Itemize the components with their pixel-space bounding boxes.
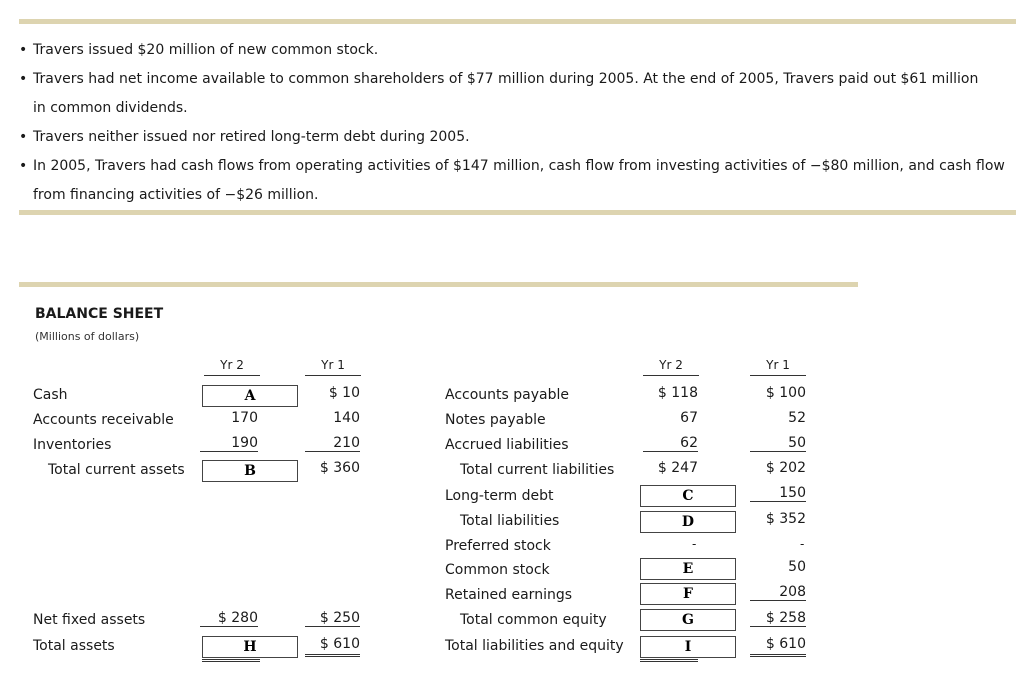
- ltd-yr2-input-c[interactable]: C: [640, 485, 736, 507]
- common-stock-label: Common stock: [445, 562, 550, 578]
- total-liabilities-equity-label: Total liabilities and equity: [445, 638, 624, 654]
- cash-label: Cash: [33, 387, 68, 403]
- total-common-equity-label: Total common equity: [460, 612, 607, 628]
- balance-sheet-title: BALANCE SHEET: [35, 306, 164, 322]
- inventories-yr1: 210: [305, 435, 360, 452]
- balance-sheet-subtitle: (Millions of dollars): [35, 330, 140, 343]
- total-assets-label: Total assets: [33, 638, 115, 654]
- tca-yr1: $ 360: [319, 460, 360, 476]
- net-fixed-assets-label: Net fixed assets: [33, 612, 146, 628]
- ltd-yr1: 150: [750, 485, 806, 502]
- ar-yr1: 140: [333, 410, 360, 426]
- preferred-stock-label: Preferred stock: [445, 538, 551, 554]
- ar-yr2: 170: [231, 410, 258, 426]
- cash-yr2-input-a[interactable]: A: [202, 385, 298, 407]
- tcl-yr1: $ 202: [765, 460, 806, 476]
- total-current-assets-label: Total current assets: [48, 462, 185, 478]
- ap-yr2: $ 118: [657, 385, 698, 401]
- nfa-yr2: $ 280: [200, 610, 258, 627]
- inventories-label: Inventories: [33, 437, 112, 453]
- tle-yr2-input-i[interactable]: I: [640, 636, 736, 658]
- nfa-yr1: $ 250: [305, 610, 360, 627]
- bullets-bottom-rule: [19, 210, 1016, 215]
- retained-earnings-label: Retained earnings: [445, 587, 573, 603]
- ta-yr2-double-rule: [202, 659, 260, 662]
- cash-yr1: $ 10: [328, 385, 360, 401]
- accrued-liabilities-label: Accrued liabilities: [445, 437, 569, 453]
- assets-yr1-header: Yr 1: [305, 358, 361, 376]
- bullet-list: [19, 36, 1019, 210]
- top-rule: [19, 19, 1016, 24]
- al-yr2: 62: [643, 435, 698, 452]
- tce-yr2-input-g[interactable]: G: [640, 609, 736, 631]
- tl-yr1: $ 352: [765, 511, 806, 527]
- tca-yr2-input-b[interactable]: B: [202, 460, 298, 482]
- long-term-debt-label: Long-term debt: [445, 488, 554, 504]
- tce-yr1: $ 258: [750, 610, 806, 627]
- cs-yr2-input-e[interactable]: E: [640, 558, 736, 580]
- inventories-yr2: 190: [200, 435, 258, 452]
- re-yr2-input-f[interactable]: F: [640, 583, 736, 605]
- ap-yr1: $ 100: [765, 385, 806, 401]
- bullet-item: • In 2005, Travers had cash flows from operating activities of $147 million, cash flow from investing activities of −$80 million, and cash flow from financing activities of −$26 million.: [19, 152, 1019, 210]
- np-yr2: 67: [680, 410, 698, 426]
- notes-payable-label: Notes payable: [445, 412, 546, 428]
- total-current-liabilities-label: Total current liabilities: [460, 462, 615, 478]
- bullet-item: • Travers neither issued nor retired long-term debt during 2005.: [19, 123, 1019, 152]
- re-yr1: 208: [750, 584, 806, 601]
- bullet-item: • Travers had net income available to common shareholders of $77 million during 2005. At the end of 2005, Travers paid out $61 million in common dividends.: [19, 65, 1019, 123]
- tl-yr2-input-d[interactable]: D: [640, 511, 736, 533]
- ps-yr2: -: [692, 537, 697, 551]
- accounts-payable-label: Accounts payable: [445, 387, 569, 403]
- balance-sheet-top-rule: [19, 282, 858, 287]
- bullet-item: • Travers issued $20 million of new common stock.: [19, 36, 1019, 65]
- cs-yr1: 50: [788, 559, 806, 575]
- assets-yr2-header: Yr 2: [204, 358, 260, 376]
- tle-yr1: $ 610: [750, 636, 806, 657]
- al-yr1: 50: [750, 435, 806, 452]
- liab-yr1-header: Yr 1: [750, 358, 806, 376]
- ta-yr1: $ 610: [305, 636, 360, 657]
- tle-yr2-double-rule: [640, 659, 698, 662]
- ar-label: Accounts receivable: [33, 412, 174, 428]
- ta-yr2-input-h[interactable]: H: [202, 636, 298, 658]
- np-yr1: 52: [788, 410, 806, 426]
- ps-yr1: -: [800, 537, 805, 551]
- tcl-yr2: $ 247: [657, 460, 698, 476]
- liab-yr2-header: Yr 2: [643, 358, 699, 376]
- total-liabilities-label: Total liabilities: [460, 513, 560, 529]
